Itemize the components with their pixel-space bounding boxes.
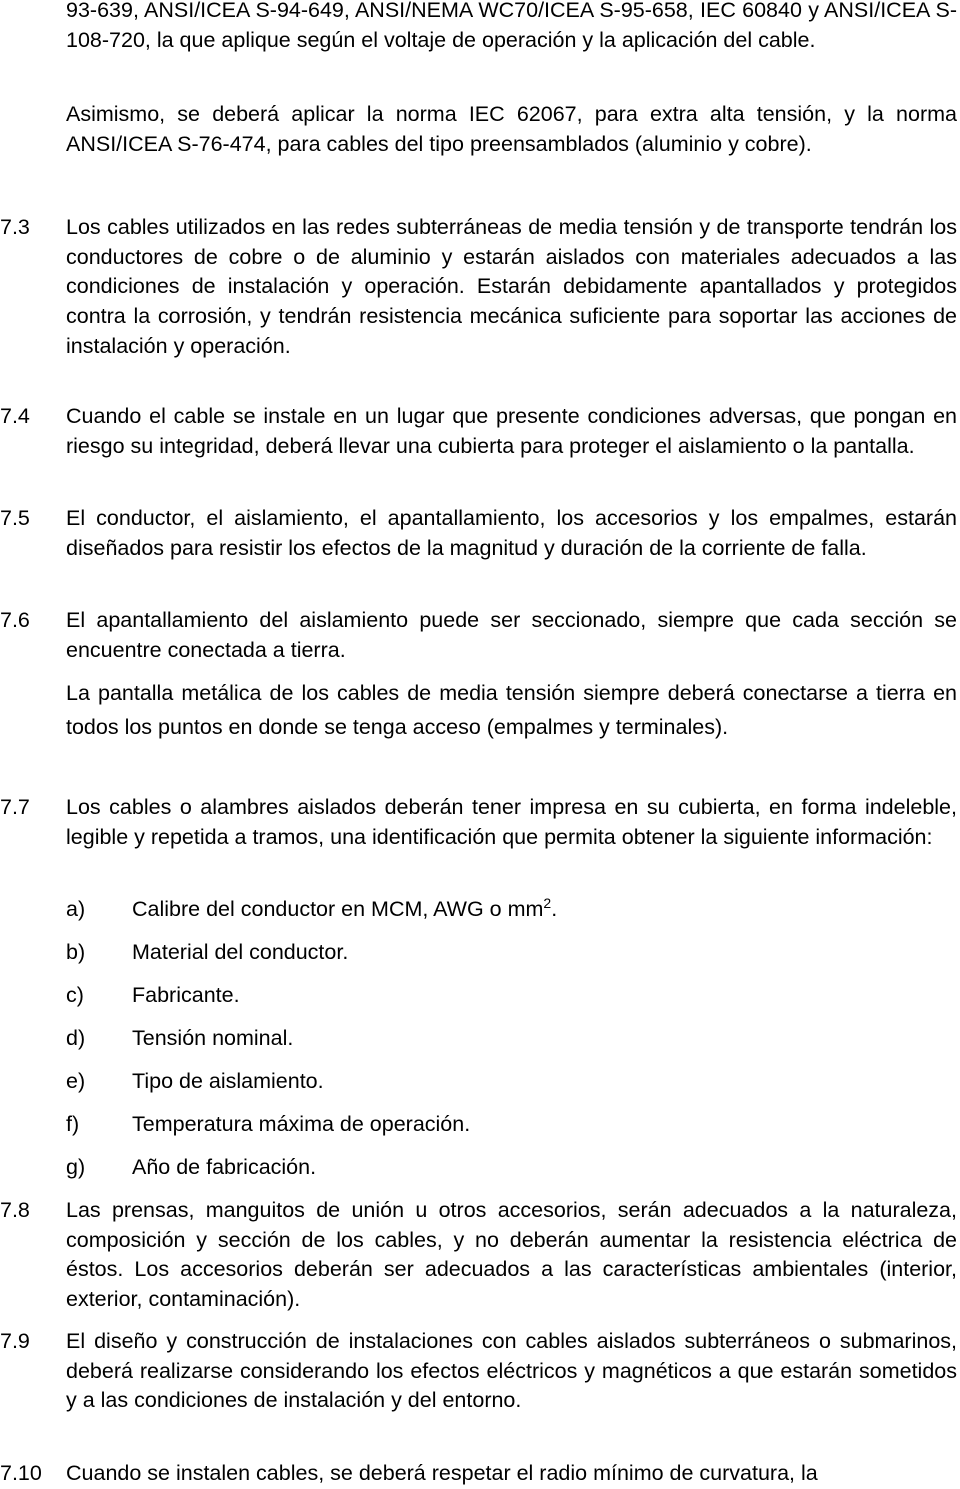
section-number-7-8: 7.8 <box>0 1198 30 1222</box>
section-number-7-7: 7.7 <box>0 795 30 819</box>
list-item-letter: c) <box>66 983 84 1007</box>
list-item-letter: e) <box>66 1069 86 1093</box>
list-item-text: Tipo de aislamiento. <box>132 1069 324 1093</box>
list-item-text: Calibre del conductor en MCM, AWG o $mm^2$. <box>132 895 558 921</box>
section-text-7-6: El apantallamiento del aislamiento puede ser seccionado, siempre que cada sección se encuentre conectada a tierra. <box>66 608 957 662</box>
section-number-7-3: 7.3 <box>0 215 30 239</box>
list-item-letter: g) <box>66 1155 86 1179</box>
list-item-text: Tensión nominal. <box>132 1026 294 1050</box>
section-number-7-5: 7.5 <box>0 506 30 530</box>
list-item-letter: b) <box>66 940 86 964</box>
section-text-7-5: El conductor, el aislamiento, el apantallamiento, los accesorios y los empalmes, estarán diseñados para resistir los efectos de la magnitud y duración de la corriente de falla. <box>66 506 957 560</box>
list-item-letter: d) <box>66 1026 86 1050</box>
section-number-7-10: 7.10 <box>0 1461 42 1485</box>
list-item-text: Año de fabricación. <box>132 1155 317 1179</box>
section-text-7-10: Cuando se instalen cables, se deberá respetar el radio mínimo de curvatura, la <box>66 1461 818 1485</box>
list-item-letter: f) <box>66 1112 80 1136</box>
section-extra-7-6: La pantalla metálica de los cables de media tensión siempre deberá conectarse a tierra en todos los puntos en donde se tenga acceso (empalmes y terminales). <box>66 681 957 739</box>
list-item-letter: a) <box>66 897 86 921</box>
section-number-7-4: 7.4 <box>0 404 30 428</box>
list-item-text: Material del conductor. <box>132 940 349 964</box>
list-item-text: Temperatura máxima de operación. <box>132 1112 471 1136</box>
continuation-paragraph-2: Asimismo, se deberá aplicar la norma IEC 62067, para extra alta tensión, y la norma ANSI/ICEA S-76-474, para cables del tipo preensamblados (aluminio y cobre). <box>66 102 957 156</box>
section-number-7-6: 7.6 <box>0 608 30 632</box>
section-number-7-9: 7.9 <box>0 1329 30 1353</box>
list-item-text: Fabricante. <box>132 983 240 1007</box>
section-text-7-8: Las prensas, manguitos de unión u otros accesorios, serán adecuados a la naturaleza, composición y sección de los cables, y no deberán aumentar la resistencia eléctrica de éstos. Los accesorios deberán ser adecuados a las características ambientales (interior, exterior, contaminación). <box>66 1198 957 1311</box>
section-text-7-4: Cuando el cable se instale en un lugar que presente condiciones adversas, que pongan en riesgo su integridad, deberá llevar una cubierta para proteger el aislamiento o la pantalla. <box>66 404 957 458</box>
section-text-7-9: El diseño y construcción de instalaciones con cables aislados subterráneos o submarinos, deberá realizarse considerando los efectos eléctricos y magnéticos a que estarán sometidos y a las condiciones de instalación y del entorno. <box>66 1329 957 1412</box>
continuation-paragraph: 93-639, ANSI/ICEA S-94-649, ANSI/NEMA WC70/ICEA S-95-658, IEC 60840 y ANSI/ICEA S-108-720, la que aplique según el voltaje de operación y la aplicación del cable. <box>66 0 957 52</box>
section-text-7-7: Los cables o alambres aislados deberán tener impresa en su cubierta, en forma indeleble, legible y repetida a tramos, una identificación que permita obtener la siguiente información: <box>66 795 957 849</box>
section-text-7-3: Los cables utilizados en las redes subterráneas de media tensión y de transporte tendrán los conductores de cobre o de aluminio y estarán aislados con materiales adecuados a las condiciones de instalación y operación. Estarán debidamente apantallados y protegidos contra la corrosión, y tendrán resistencia mecánica suficiente para soportar las acciones de instalación y operación. <box>66 215 957 358</box>
